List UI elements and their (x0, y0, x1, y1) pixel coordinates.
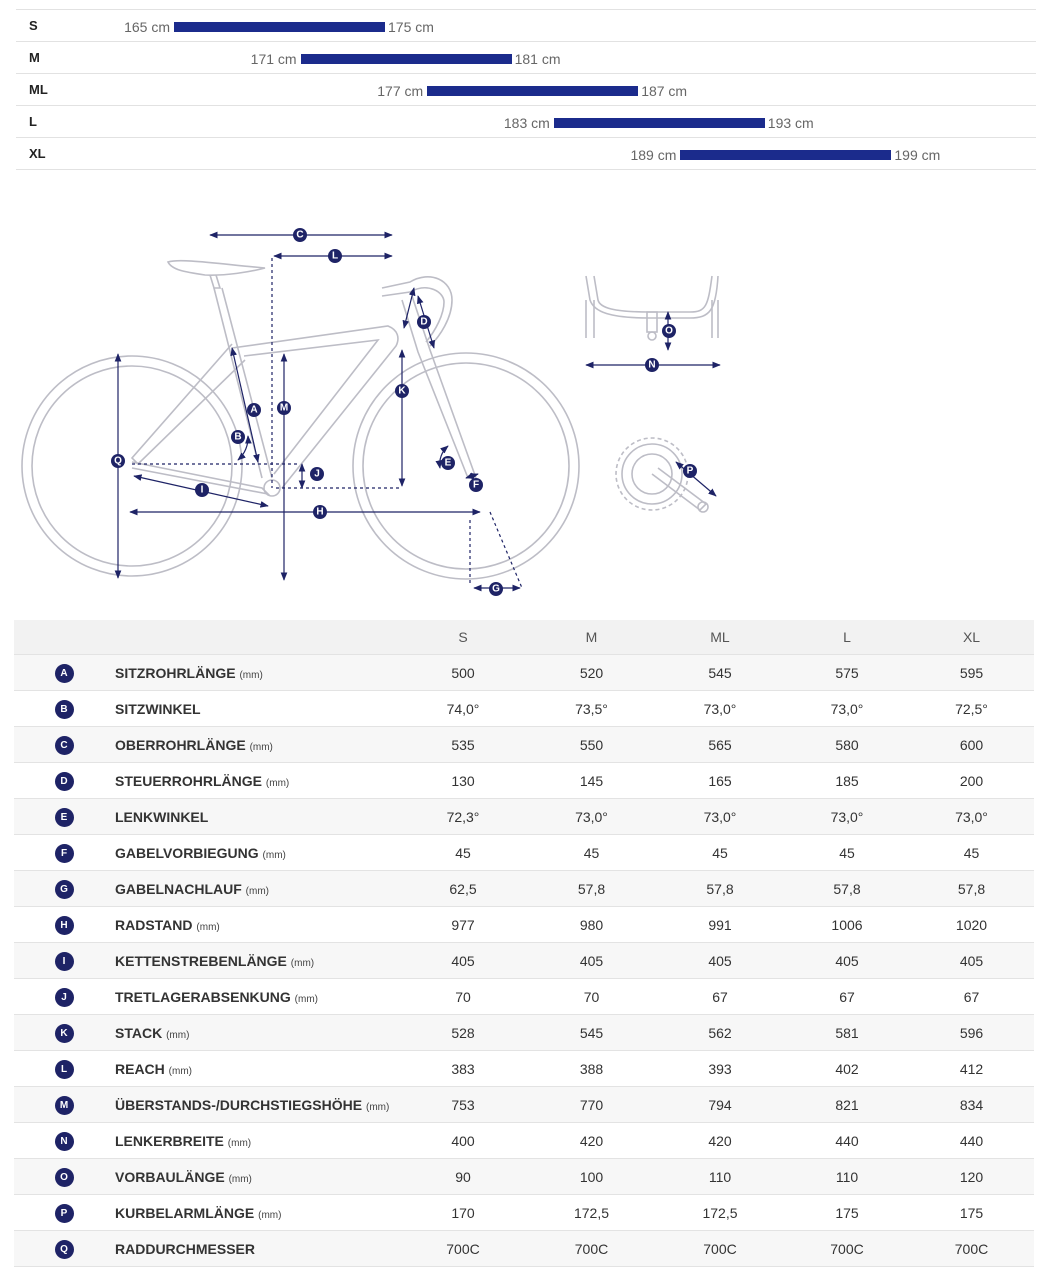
geometry-table (14, 620, 1034, 1267)
measure-letter-badge: G (55, 880, 74, 899)
value-cell-l: 67 (785, 979, 909, 1015)
table-header-row (14, 620, 1034, 655)
row-letter-cell (14, 943, 114, 979)
header-size-s: S (398, 620, 528, 655)
measure-name-cell (114, 691, 398, 727)
measure-letter-badge: C (55, 736, 74, 755)
svg-text:I: I (200, 484, 204, 496)
measure-unit: (mm) (294, 993, 318, 1005)
value-cell-ml: 67 (655, 979, 785, 1015)
value-cell-s: 72,3° (398, 799, 528, 835)
measure-name-cell (114, 655, 398, 691)
value-cell-xl: 45 (909, 835, 1034, 871)
measure-name: OBERROHRLÄNGE (115, 736, 246, 753)
value-cell-ml: 165 (655, 763, 785, 799)
measure-letter-badge: D (55, 772, 74, 791)
size-range-chart (16, 9, 1036, 170)
table-row (14, 1195, 1034, 1231)
svg-text:E: E (444, 457, 452, 469)
value-cell-xl: 596 (909, 1015, 1034, 1051)
diagram-label-p (683, 464, 697, 478)
value-cell-ml: 405 (655, 943, 785, 979)
svg-text:J: J (314, 468, 320, 480)
value-cell-l: 821 (785, 1087, 909, 1123)
table-row (14, 727, 1034, 763)
diagram-label-m (277, 401, 291, 415)
measure-unit: (mm) (290, 957, 315, 969)
diagram-label-i (195, 483, 209, 497)
measure-name-cell (114, 1159, 398, 1195)
measure-unit: (mm) (262, 849, 286, 861)
diagram-label-a (247, 403, 261, 417)
table-row (14, 655, 1034, 691)
row-letter-cell (14, 727, 114, 763)
value-cell-s: 528 (398, 1015, 528, 1051)
size-label: ML (29, 82, 48, 97)
value-cell-m: 57,8 (528, 871, 655, 907)
row-letter-cell (14, 1087, 114, 1123)
value-cell-xl: 200 (909, 763, 1034, 799)
svg-text:F: F (472, 479, 480, 491)
measure-name: GABELVORBIEGUNG (115, 844, 259, 861)
row-letter-cell (14, 835, 114, 871)
svg-text:B: B (234, 431, 242, 443)
value-cell-ml: 73,0° (655, 691, 785, 727)
value-cell-xl: 412 (909, 1051, 1034, 1087)
table-row (14, 691, 1034, 727)
row-letter-cell (14, 871, 114, 907)
table-row (14, 943, 1034, 979)
header-size-l: L (785, 620, 909, 655)
range-max-label: 181 cm (514, 51, 561, 67)
range-bar (427, 86, 638, 96)
row-letter-cell (14, 979, 114, 1015)
diagram-label-c (293, 228, 307, 242)
value-cell-ml: 57,8 (655, 871, 785, 907)
size-label: XL (29, 146, 46, 161)
value-cell-s: 383 (398, 1051, 528, 1087)
value-cell-xl: 834 (909, 1087, 1034, 1123)
value-cell-m: 172,5 (528, 1195, 655, 1231)
svg-text:Q: Q (114, 455, 122, 467)
value-cell-m: 545 (528, 1015, 655, 1051)
row-letter-cell (14, 655, 114, 691)
value-cell-m: 405 (528, 943, 655, 979)
value-cell-m: 520 (528, 655, 655, 691)
value-cell-xl: 700C (909, 1231, 1034, 1267)
range-bar (301, 54, 512, 64)
measure-unit: (mm) (265, 777, 290, 789)
measure-name: KURBELARMLÄNGE (115, 1204, 255, 1221)
measure-name-cell (114, 907, 398, 943)
svg-text:N: N (648, 359, 656, 371)
diagram-label-b (231, 430, 245, 444)
value-cell-l: 185 (785, 763, 909, 799)
diagram-label-o (662, 324, 676, 338)
value-cell-l: 175 (785, 1195, 909, 1231)
header-size-m: M (528, 620, 655, 655)
range-max-label: 193 cm (767, 115, 814, 131)
value-cell-l: 110 (785, 1159, 909, 1195)
value-cell-m: 45 (528, 835, 655, 871)
svg-text:K: K (398, 385, 406, 397)
measure-unit: (mm) (245, 885, 269, 897)
size-row-l (16, 105, 1036, 137)
value-cell-xl: 440 (909, 1123, 1034, 1159)
row-letter-cell (14, 1123, 114, 1159)
measure-name-cell (114, 979, 398, 1015)
svg-text:A: A (250, 404, 258, 416)
measure-letter-badge: N (55, 1132, 74, 1151)
row-letter-cell (14, 907, 114, 943)
value-cell-xl: 175 (909, 1195, 1034, 1231)
size-row-xl (16, 137, 1036, 170)
table-row (14, 1087, 1034, 1123)
measure-unit: (mm) (227, 1137, 252, 1149)
measure-name: STACK (115, 1024, 163, 1041)
measure-name-cell (114, 943, 398, 979)
measure-name-cell (114, 799, 398, 835)
size-row-s (16, 9, 1036, 41)
table-row (14, 871, 1034, 907)
value-cell-xl: 67 (909, 979, 1034, 1015)
range-max-label: 187 cm (641, 83, 688, 99)
svg-text:C: C (296, 229, 304, 241)
value-cell-s: 753 (398, 1087, 528, 1123)
measure-unit: (mm) (239, 669, 263, 681)
value-cell-s: 70 (398, 979, 528, 1015)
value-cell-s: 62,5 (398, 871, 528, 907)
value-cell-ml: 991 (655, 907, 785, 943)
measure-letter-badge: H (55, 916, 74, 935)
svg-text:L: L (331, 250, 339, 262)
value-cell-l: 440 (785, 1123, 909, 1159)
row-letter-cell (14, 1015, 114, 1051)
header-size-xl: XL (909, 620, 1034, 655)
svg-text:M: M (279, 402, 289, 414)
value-cell-m: 420 (528, 1123, 655, 1159)
table-row (14, 799, 1034, 835)
table-row (14, 1051, 1034, 1087)
range-min-label: 189 cm (630, 147, 677, 163)
measure-letter-badge: L (55, 1060, 74, 1079)
value-cell-s: 535 (398, 727, 528, 763)
value-cell-m: 700C (528, 1231, 655, 1267)
measure-name: ÜBERSTANDS-/DURCHSTIEGSHÖHE (115, 1096, 363, 1113)
value-cell-ml: 545 (655, 655, 785, 691)
svg-text:P: P (686, 465, 694, 477)
value-cell-s: 74,0° (398, 691, 528, 727)
measure-name: SITZROHRLÄNGE (115, 664, 236, 681)
row-letter-cell (14, 1159, 114, 1195)
measure-name: REACH (115, 1060, 165, 1077)
measure-letter-badge: K (55, 1024, 74, 1043)
measure-name-cell (114, 1195, 398, 1231)
header-name (114, 620, 398, 655)
measure-name: RADSTAND (115, 916, 193, 933)
measure-name-cell (114, 1123, 398, 1159)
measure-name-cell (114, 1087, 398, 1123)
measure-unit: (mm) (258, 1209, 282, 1221)
measure-letter-badge: B (55, 700, 74, 719)
value-cell-m: 550 (528, 727, 655, 763)
svg-text:H: H (316, 506, 324, 518)
measure-unit: (mm) (365, 1101, 390, 1113)
row-letter-cell (14, 1231, 114, 1267)
size-label: L (29, 114, 37, 129)
measure-name: GABELNACHLAUF (115, 880, 242, 897)
measure-unit: (mm) (228, 1173, 252, 1185)
value-cell-l: 73,0° (785, 691, 909, 727)
range-max-label: 199 cm (894, 147, 941, 163)
value-cell-s: 977 (398, 907, 528, 943)
diagram-label-n (645, 358, 659, 372)
value-cell-xl: 595 (909, 655, 1034, 691)
value-cell-ml: 565 (655, 727, 785, 763)
handlebar-top-view-drawing (586, 276, 718, 340)
range-bar (680, 150, 891, 160)
value-cell-xl: 120 (909, 1159, 1034, 1195)
bike-frame-drawing (22, 261, 579, 579)
measure-name-cell (114, 1015, 398, 1051)
value-cell-ml: 110 (655, 1159, 785, 1195)
value-cell-s: 90 (398, 1159, 528, 1195)
size-row-m (16, 41, 1036, 73)
row-letter-cell (14, 691, 114, 727)
range-max-label: 175 cm (388, 19, 434, 35)
measure-name: SITZWINKEL (115, 700, 201, 717)
diagram-label-g (489, 582, 503, 596)
measure-name-cell (114, 871, 398, 907)
svg-text:G: G (492, 583, 500, 595)
range-min-label: 171 cm (250, 51, 297, 67)
value-cell-ml: 700C (655, 1231, 785, 1267)
measure-letter-badge: P (55, 1204, 74, 1223)
value-cell-m: 70 (528, 979, 655, 1015)
value-cell-l: 575 (785, 655, 909, 691)
value-cell-l: 57,8 (785, 871, 909, 907)
measure-letter-badge: Q (55, 1240, 74, 1259)
value-cell-ml: 172,5 (655, 1195, 785, 1231)
diagram-label-l (328, 249, 342, 263)
measure-letter-badge: I (55, 952, 74, 971)
diagram-label-d (417, 315, 431, 329)
measure-name: STEUERROHRLÄNGE (115, 772, 263, 789)
value-cell-s: 400 (398, 1123, 528, 1159)
value-cell-l: 45 (785, 835, 909, 871)
measure-letter-badge: F (55, 844, 74, 863)
size-row-ml (16, 73, 1036, 105)
value-cell-m: 770 (528, 1087, 655, 1123)
value-cell-l: 700C (785, 1231, 909, 1267)
value-cell-l: 405 (785, 943, 909, 979)
table-row (14, 1159, 1034, 1195)
table-row (14, 907, 1034, 943)
value-cell-ml: 45 (655, 835, 785, 871)
range-min-label: 165 cm (124, 19, 170, 35)
value-cell-xl: 57,8 (909, 871, 1034, 907)
measure-unit: (mm) (166, 1029, 190, 1041)
measure-letter-badge: E (55, 808, 74, 827)
value-cell-s: 500 (398, 655, 528, 691)
measure-unit: (mm) (249, 741, 273, 753)
value-cell-s: 405 (398, 943, 528, 979)
value-cell-ml: 794 (655, 1087, 785, 1123)
table-row (14, 763, 1034, 799)
value-cell-m: 100 (528, 1159, 655, 1195)
value-cell-xl: 405 (909, 943, 1034, 979)
measure-name-cell (114, 1231, 398, 1267)
row-letter-cell (14, 1051, 114, 1087)
measure-letter-badge: A (55, 664, 74, 683)
range-bar (554, 118, 765, 128)
value-cell-l: 581 (785, 1015, 909, 1051)
diagram-label-j (310, 467, 324, 481)
value-cell-m: 980 (528, 907, 655, 943)
measure-name-cell (114, 1051, 398, 1087)
value-cell-m: 73,5° (528, 691, 655, 727)
value-cell-ml: 73,0° (655, 799, 785, 835)
value-cell-l: 1006 (785, 907, 909, 943)
measure-name: RADDURCHMESSER (115, 1240, 256, 1257)
measure-letter-badge: J (55, 988, 74, 1007)
measure-letter-badge: M (55, 1096, 74, 1115)
measure-unit: (mm) (168, 1065, 192, 1077)
table-row (14, 835, 1034, 871)
diagram-label-f (469, 478, 483, 492)
bike-geometry-diagram (0, 196, 1048, 606)
measure-name: TRETLAGERABSENKUNG (115, 988, 291, 1005)
table-row (14, 1231, 1034, 1267)
range-min-label: 183 cm (503, 115, 550, 131)
value-cell-s: 170 (398, 1195, 528, 1231)
table-row (14, 1015, 1034, 1051)
value-cell-l: 402 (785, 1051, 909, 1087)
value-cell-s: 45 (398, 835, 528, 871)
table-row (14, 1123, 1034, 1159)
range-min-label: 177 cm (377, 83, 424, 99)
measure-name: LENKERBREITE (115, 1132, 224, 1149)
row-letter-cell (14, 1195, 114, 1231)
value-cell-ml: 393 (655, 1051, 785, 1087)
measure-letter-badge: O (55, 1168, 74, 1187)
value-cell-m: 145 (528, 763, 655, 799)
size-label: M (29, 50, 40, 65)
value-cell-xl: 600 (909, 727, 1034, 763)
svg-text:D: D (420, 316, 428, 328)
value-cell-xl: 72,5° (909, 691, 1034, 727)
value-cell-l: 580 (785, 727, 909, 763)
svg-text:O: O (665, 325, 673, 337)
row-letter-cell (14, 763, 114, 799)
diagram-label-k (395, 384, 409, 398)
measure-name: VORBAULÄNGE (115, 1168, 225, 1185)
diagram-label-e (441, 456, 455, 470)
measure-name-cell (114, 763, 398, 799)
value-cell-m: 73,0° (528, 799, 655, 835)
value-cell-xl: 1020 (909, 907, 1034, 943)
header-letter (14, 620, 114, 655)
header-size-ml: ML (655, 620, 785, 655)
size-label: S (29, 18, 38, 33)
measure-name: KETTENSTREBENLÄNGE (115, 952, 287, 969)
value-cell-l: 73,0° (785, 799, 909, 835)
measure-name-cell (114, 727, 398, 763)
value-cell-xl: 73,0° (909, 799, 1034, 835)
value-cell-ml: 420 (655, 1123, 785, 1159)
range-bar (174, 22, 385, 32)
measure-name-cell (114, 835, 398, 871)
value-cell-m: 388 (528, 1051, 655, 1087)
value-cell-ml: 562 (655, 1015, 785, 1051)
row-letter-cell (14, 799, 114, 835)
value-cell-s: 130 (398, 763, 528, 799)
table-row (14, 979, 1034, 1015)
measure-unit: (mm) (196, 921, 220, 933)
diagram-label-h (313, 505, 327, 519)
value-cell-s: 700C (398, 1231, 528, 1267)
measure-name: LENKWINKEL (115, 808, 209, 825)
diagram-label-q (111, 454, 125, 468)
